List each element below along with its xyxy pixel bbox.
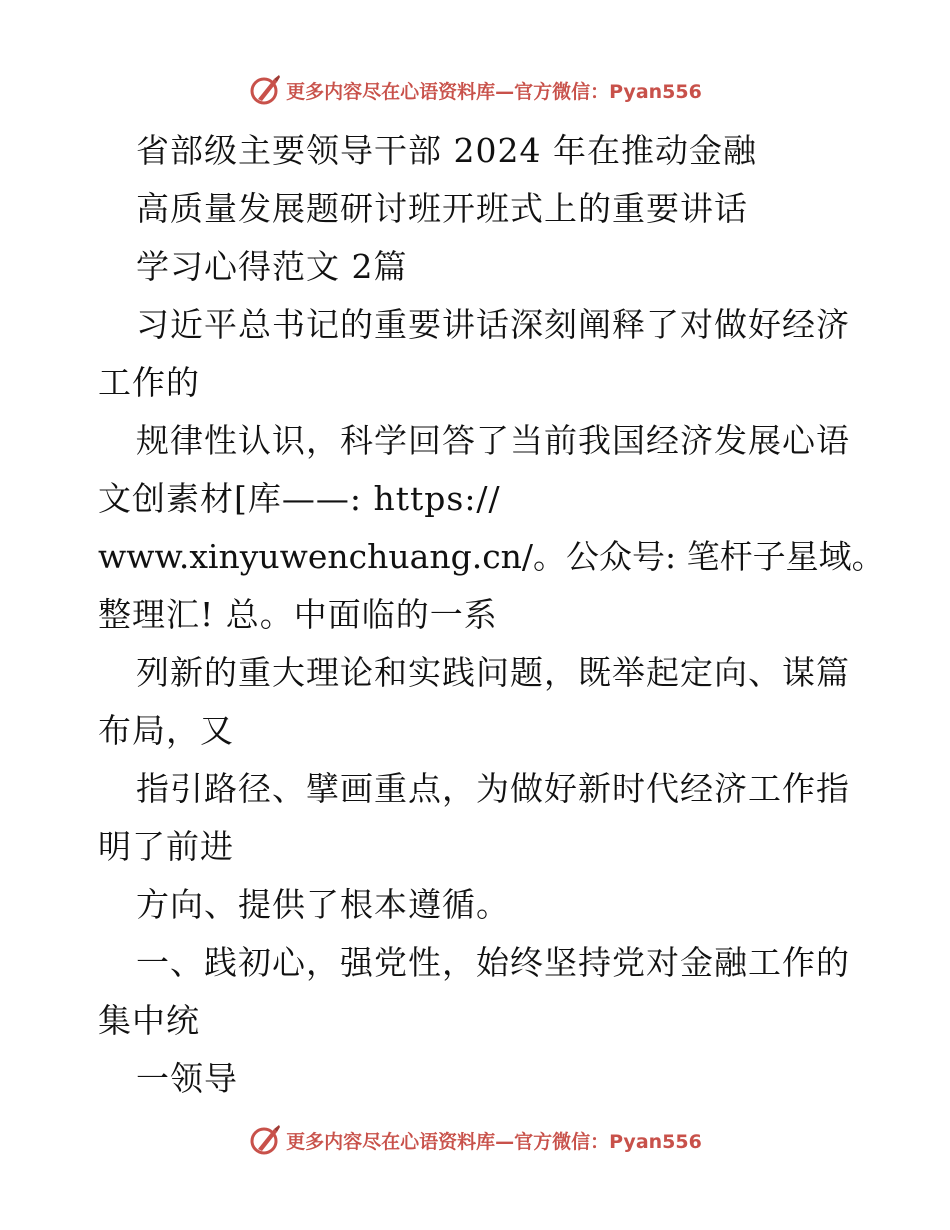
doc-line: 习近平总书记的重要讲话深刻阐释了对做好经济: [136, 305, 850, 344]
doc-line: 省部级主要领导干部 2024 年在推动金融: [136, 131, 757, 170]
doc-line: 工作的: [98, 363, 200, 402]
watermark-banner-bottom: [0, 1120, 950, 1160]
doc-line: 学习心得范文 2篇: [136, 247, 408, 286]
doc-line: 集中统: [98, 1001, 200, 1040]
document-body: [98, 122, 885, 1108]
doc-line: 明了前进: [98, 827, 234, 866]
doc-line: 指引路径、擘画重点，为做好新时代经济工作指: [136, 769, 850, 808]
watermark-text: 更多内容尽在心语资料库—官方微信：Pyan556: [286, 1130, 702, 1153]
doc-line: 一领导: [136, 1059, 238, 1098]
doc-line: 整理汇! 总。中面临的一系: [98, 595, 498, 634]
doc-line: 规律性认识，科学回答了当前我国经济发展心语: [136, 421, 850, 460]
doc-line: 方向、提供了根本遵循。: [136, 885, 510, 924]
doc-line: 文创素材[库——: https://: [98, 479, 501, 518]
doc-line: 列新的重大理论和实践问题，既举起定向、谋篇: [136, 653, 850, 692]
watermark-text: 更多内容尽在心语资料库—官方微信：Pyan556: [286, 80, 702, 103]
watermark-banner-top: [0, 70, 950, 110]
doc-line-url: www.xinyuwenchuang.cn/。公众号: 笔杆子星域。: [98, 537, 885, 576]
quill-pen-circle-icon: [248, 73, 282, 107]
doc-line: 高质量发展题研讨班开班式上的重要讲话: [136, 189, 748, 228]
doc-line: 布局，又: [98, 711, 234, 750]
quill-pen-circle-icon: [248, 1123, 282, 1157]
doc-line: 一、践初心，强党性，始终坚持党对金融工作的: [136, 943, 850, 982]
